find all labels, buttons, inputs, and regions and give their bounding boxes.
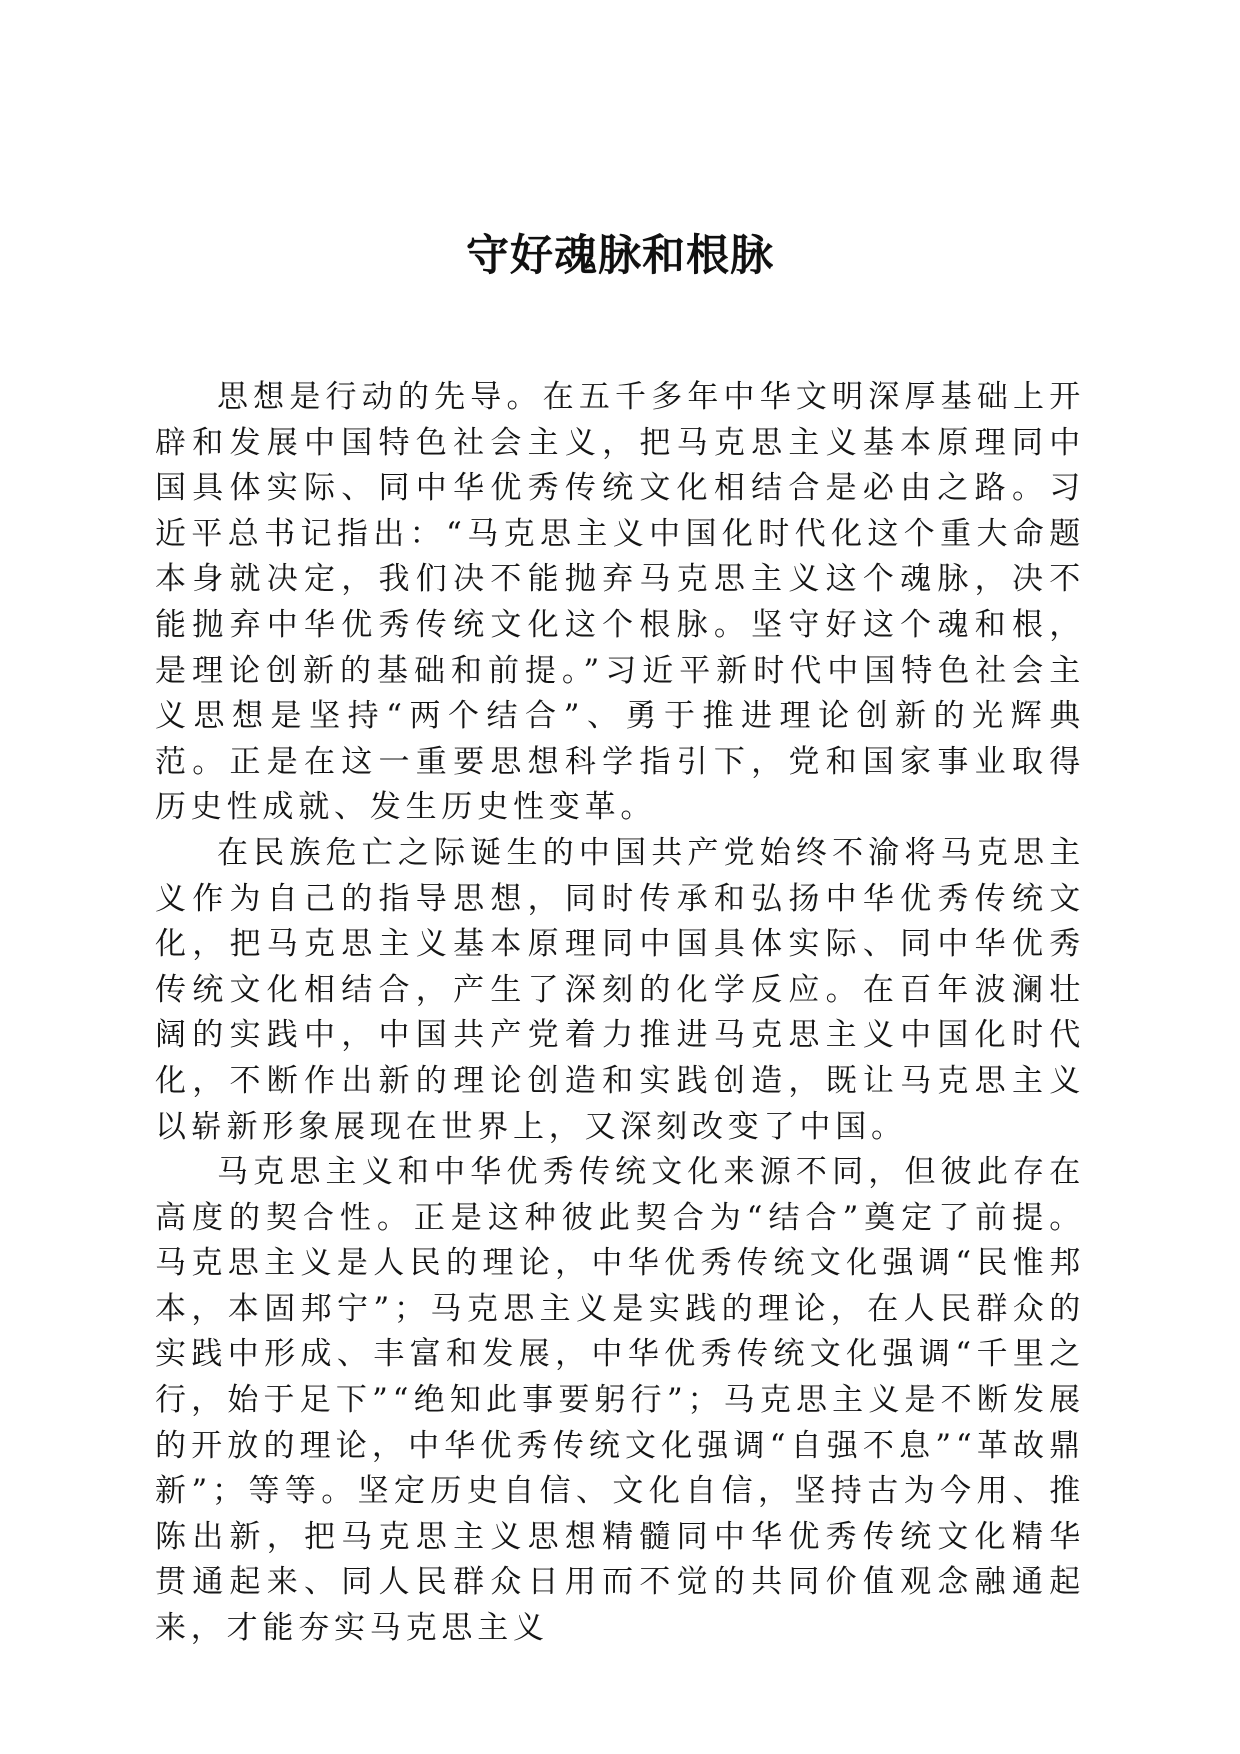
article-body <box>155 375 1085 1652</box>
paragraph-2: 在民族危亡之际诞生的中国共产党始终不渝将马克思主义作为自己的指导思想，同时传承和弘扬中华优秀传统文化，把马克思主义基本原理同中国具体实际、同中华优秀传统文化相结合，产生了深刻的化学反应。在百年波澜壮阔的实践中，中国共产党着力推进马克思主义中国化时代化，不断作出新的理论创造和实践创造，既让马克思主义以崭新形象展现在世界上，又深刻改变了中国。 <box>155 834 1085 1145</box>
page-title: 守好魂脉和根脉 <box>466 231 774 281</box>
paragraph-1: 思想是行动的先导。在五千多年中华文明深厚基础上开辟和发展中国特色社会主义，把马克思主义基本原理同中国具体实际、同中华优秀传统文化相结合是必由之路。习近平总书记指出：“马克思主义中国化时代化这个重大命题本身就决定，我们决不能抛弃马克思主义这个魂脉，决不能抛弃中华优秀传统文化这个根脉。坚守好这个魂和根，是理论创新的基础和前提。”习近平新时代中国特色社会主义思想是坚持“两个结合”、勇于推进理论创新的光辉典范。正是在这一重要思想科学指引下，党和国家事业取得历史性成就、发生历史性变革。 <box>155 379 1085 826</box>
paragraph-3: 马克思主义和中华优秀传统文化来源不同，但彼此存在高度的契合性。正是这种彼此契合为“结合”奠定了前提。马克思主义是人民的理论，中华优秀传统文化强调“民惟邦本，本固邦宁”；马克思主义是实践的理论，在人民群众的实践中形成、丰富和发展，中华优秀传统文化强调“千里之行，始于足下”“绝知此事要躬行”；马克思主义是不断发展的开放的理论，中华优秀传统文化强调“自强不息”“革故鼎新”；等等。坚定历史自信、文化自信，坚持古为今用、推陈出新，把马克思主义思想精髓同中华优秀传统文化精华贯通起来、同人民群众日用而不觉的共同价值观念融通起来，才能夯实马克思主义 <box>155 1154 1085 1647</box>
